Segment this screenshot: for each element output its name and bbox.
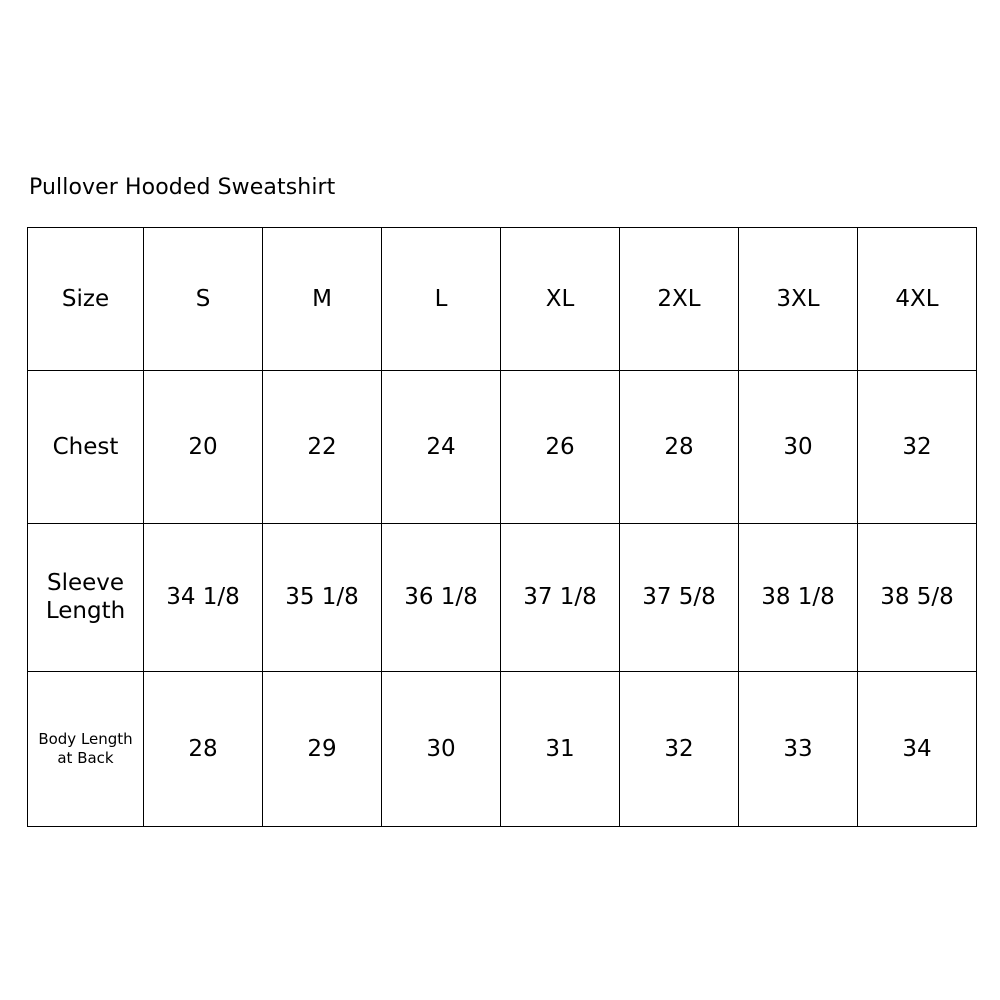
column-header-2xl: 2XL — [620, 228, 739, 371]
cell-body-s: 28 — [144, 672, 263, 827]
table-row-header — [28, 228, 977, 371]
cell-sleeve-s: 34 1/8 — [144, 524, 263, 672]
size-chart-table-wrapper — [27, 227, 971, 827]
cell-chest-2xl: 28 — [620, 371, 739, 524]
column-header-s: S — [144, 228, 263, 371]
cell-chest-3xl: 30 — [739, 371, 858, 524]
column-header-4xl: 4XL — [858, 228, 977, 371]
cell-sleeve-m: 35 1/8 — [263, 524, 382, 672]
size-chart-table — [27, 227, 977, 827]
cell-body-m: 29 — [263, 672, 382, 827]
column-header-3xl: 3XL — [739, 228, 858, 371]
cell-chest-s: 20 — [144, 371, 263, 524]
cell-sleeve-xl: 37 1/8 — [501, 524, 620, 672]
row-label-chest: Chest — [28, 371, 144, 524]
page-title: Pullover Hooded Sweatshirt — [29, 175, 336, 200]
column-header-xl: XL — [501, 228, 620, 371]
cell-body-4xl: 34 — [858, 672, 977, 827]
cell-chest-4xl: 32 — [858, 371, 977, 524]
cell-chest-xl: 26 — [501, 371, 620, 524]
row-label-body-line2: at Back — [57, 749, 114, 767]
column-header-size: Size — [28, 228, 144, 371]
table-row-chest — [28, 371, 977, 524]
column-header-m: M — [263, 228, 382, 371]
cell-body-3xl: 33 — [739, 672, 858, 827]
cell-body-l: 30 — [382, 672, 501, 827]
cell-body-xl: 31 — [501, 672, 620, 827]
cell-sleeve-l: 36 1/8 — [382, 524, 501, 672]
cell-chest-m: 22 — [263, 371, 382, 524]
table-row-sleeve-length — [28, 524, 977, 672]
column-header-l: L — [382, 228, 501, 371]
cell-sleeve-2xl: 37 5/8 — [620, 524, 739, 672]
cell-chest-l: 24 — [382, 371, 501, 524]
row-label-sleeve-length — [28, 524, 144, 672]
cell-sleeve-4xl: 38 5/8 — [858, 524, 977, 672]
cell-body-2xl: 32 — [620, 672, 739, 827]
row-label-body-length — [28, 672, 144, 827]
row-label-sleeve-line2: Length — [45, 597, 126, 624]
row-label-sleeve-line1: Sleeve — [46, 569, 125, 596]
row-label-body-line1: Body Length — [38, 730, 133, 749]
cell-sleeve-3xl: 38 1/8 — [739, 524, 858, 672]
table-row-body-length — [28, 672, 977, 827]
